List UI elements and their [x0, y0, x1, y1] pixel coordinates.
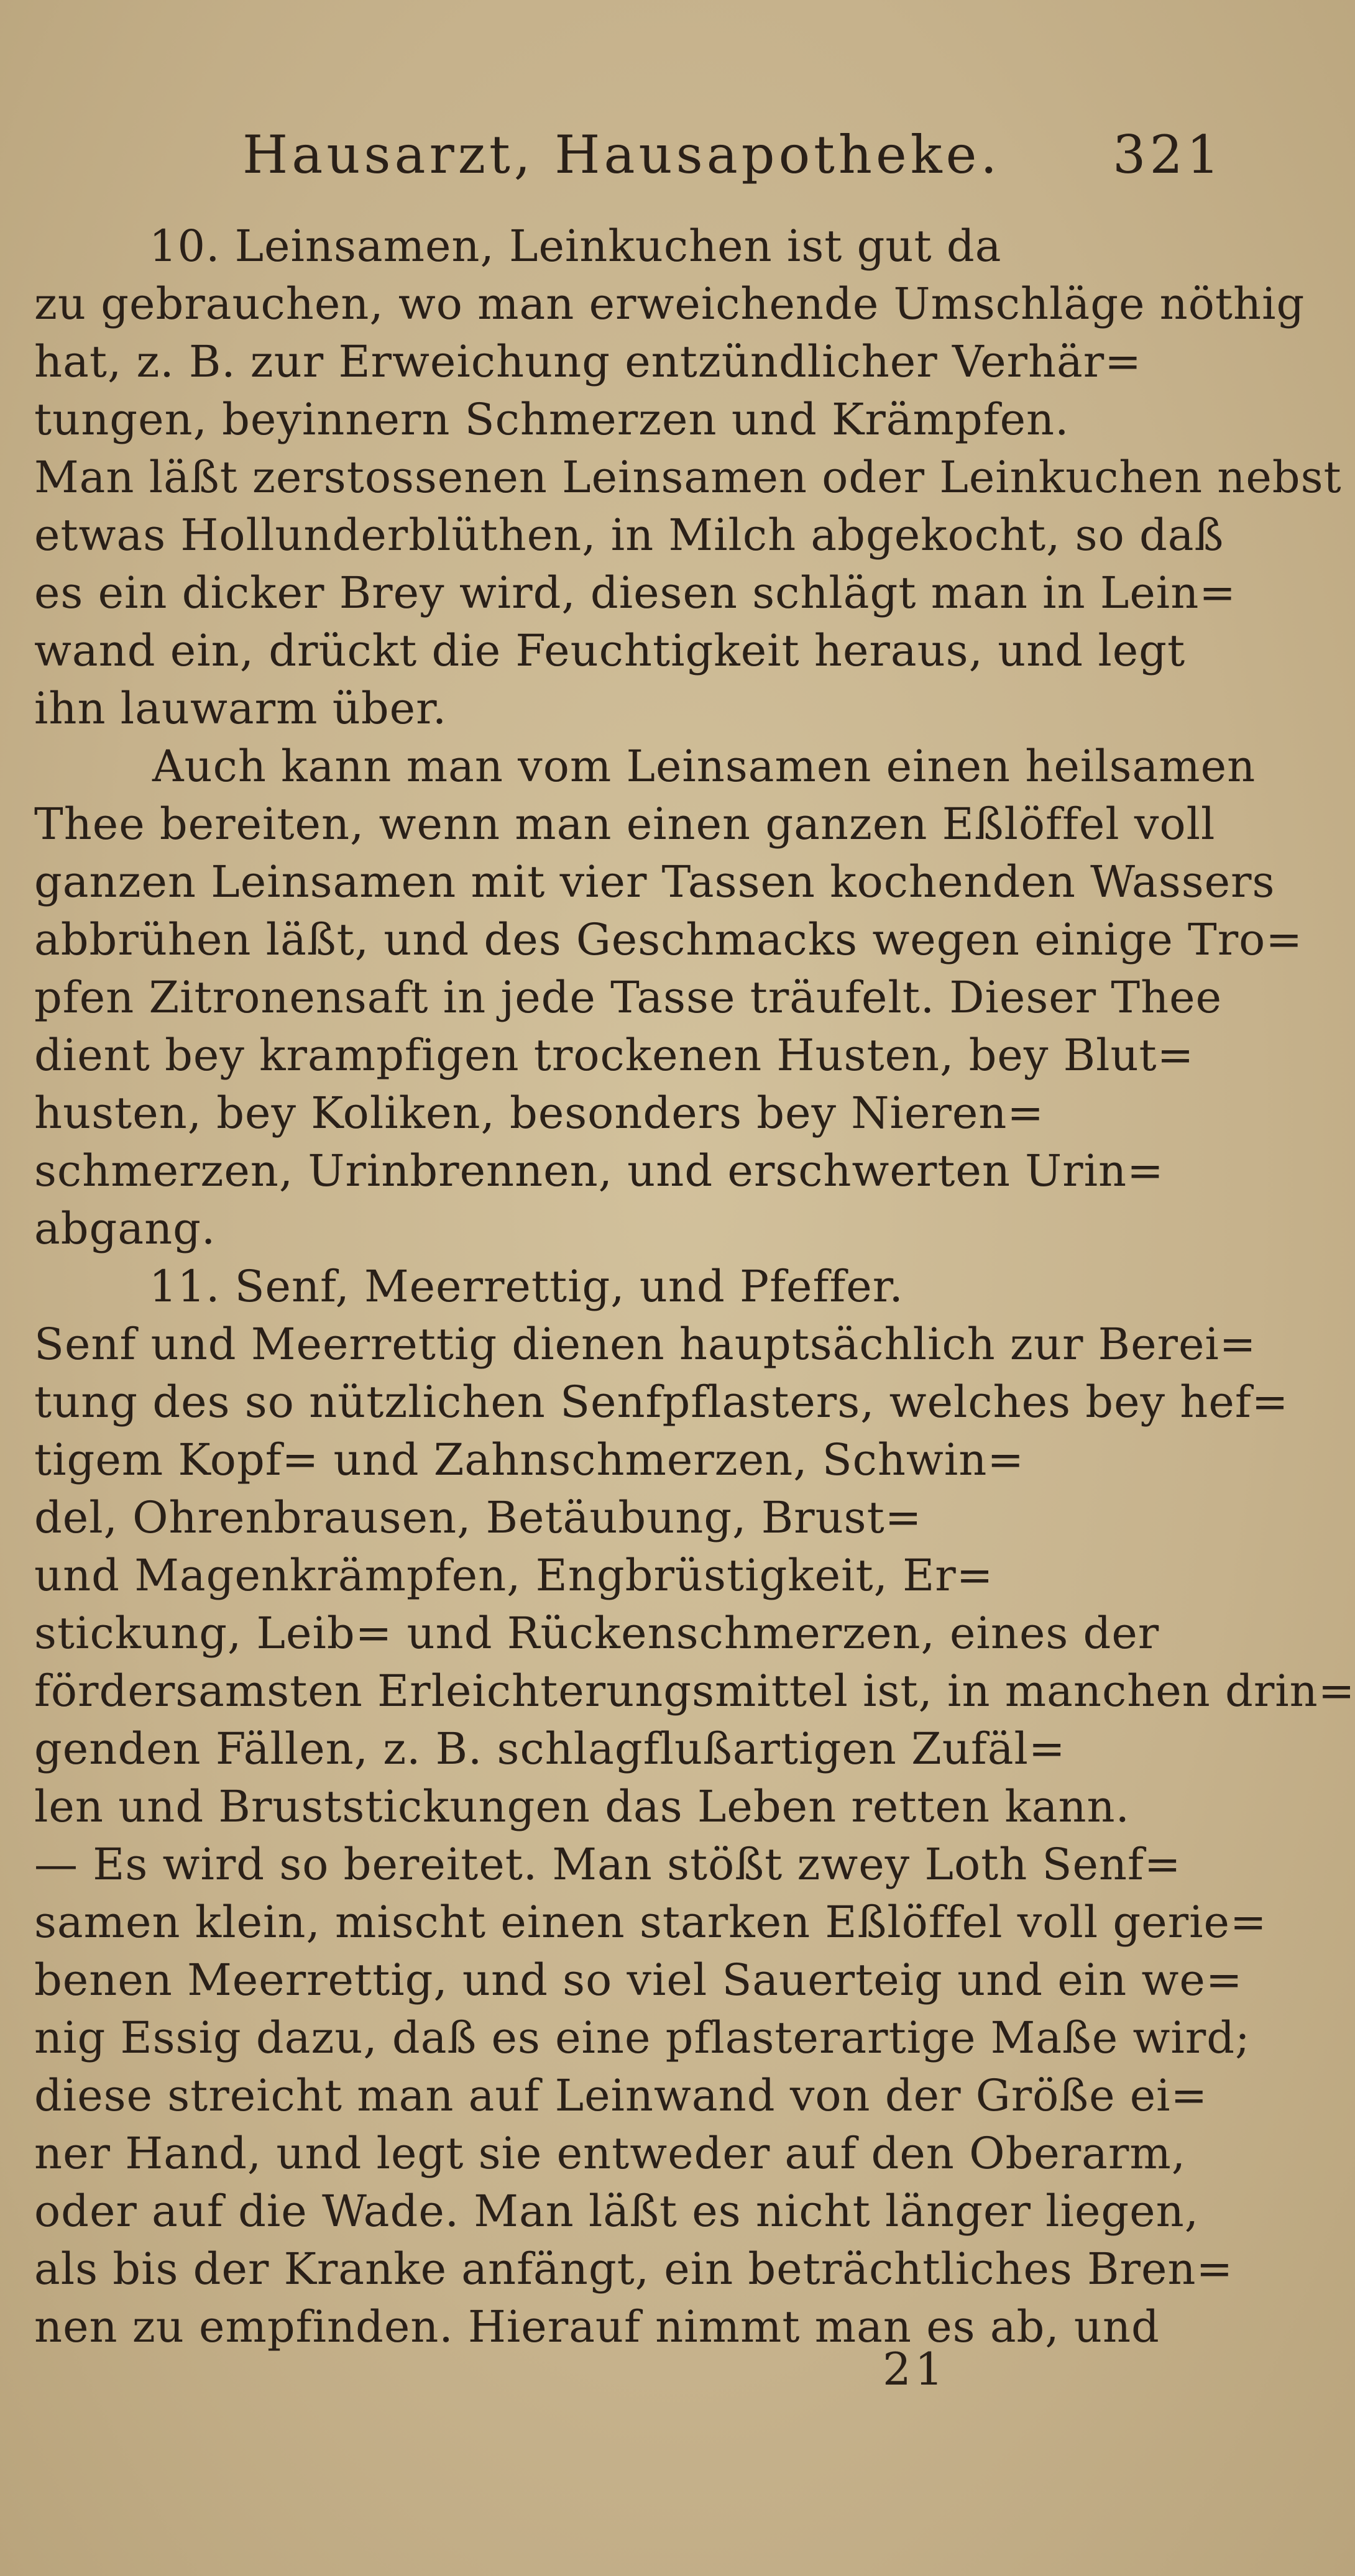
- running-header: [205, 118, 1224, 193]
- text-line: benen Meerrettig, und so viel Sauerteig und ein we=: [34, 1955, 1243, 2005]
- text-line: ganzen Leinsamen mit vier Tassen kochenden Wassers: [34, 856, 1275, 907]
- text-line: pfen Zitronensaft in jede Tasse träufelt. Dieser Thee: [34, 972, 1223, 1023]
- text-line: genden Fällen, z. B. schlagflußartigen Zufäl=: [34, 1723, 1066, 1774]
- text-line: Auch kann man vom Leinsamen einen heilsamen: [152, 741, 1256, 792]
- text-line: etwas Hollunderblüthen, in Milch abgekocht, so daß: [34, 510, 1224, 561]
- text-line: samen klein, mischt einen starken Eßlöffel voll gerie=: [34, 1897, 1267, 1948]
- text-line: nig Essig dazu, daß es eine pflasterartige Maße wird;: [34, 2012, 1251, 2063]
- text-line: abbrühen läßt, und des Geschmacks wegen einige Tro=: [34, 914, 1303, 965]
- text-line: — Es wird so bereitet. Man stößt zwey Loth Senf=: [34, 1839, 1182, 1890]
- text-line: tigem Kopf= und Zahnschmerzen, Schwin=: [34, 1434, 1024, 1485]
- text-line: zu gebrauchen, wo man erweichende Umschläge nöthig: [34, 278, 1305, 329]
- text-line: Man läßt zerstossenen Leinsamen oder Leinkuchen nebst: [34, 452, 1342, 503]
- text-line: fördersamsten Erleichterungsmittel ist, in manchen drin=: [34, 1666, 1355, 1717]
- text-line: oder auf die Wade. Man läßt es nicht länger liegen,: [34, 2186, 1199, 2237]
- text-line: husten, bey Koliken, besonders bey Nieren=: [34, 1088, 1044, 1139]
- text-line: hat, z. B. zur Erweichung entzündlicher Verhär=: [34, 336, 1142, 387]
- body-text: [34, 218, 1355, 2356]
- text-line: dient bey krampfigen trockenen Husten, bey Blut=: [34, 1030, 1195, 1081]
- text-line: ner Hand, und legt sie entweder auf den Oberarm,: [34, 2128, 1186, 2179]
- text-line: schmerzen, Urinbrennen, und erschwerten Urin=: [34, 1145, 1164, 1196]
- text-line: und Magenkrämpfen, Engbrüstigkeit, Er=: [34, 1550, 994, 1601]
- text-line: diese streicht man auf Leinwand von der Größe ei=: [34, 2070, 1208, 2121]
- text-line: nen zu empfinden. Hierauf nimmt man es ab, und: [34, 2301, 1160, 2352]
- text-line: stickung, Leib= und Rückenschmerzen, eines der: [34, 1608, 1160, 1659]
- text-line: 10. Leinsamen, Leinkuchen ist gut da: [149, 221, 1002, 272]
- text-line: tungen, beyinnern Schmerzen und Krämpfen.: [34, 394, 1070, 445]
- text-line: Senf und Meerrettig dienen hauptsächlich zur Berei=: [34, 1319, 1257, 1370]
- text-line: es ein dicker Brey wird, diesen schlägt man in Lein=: [34, 567, 1236, 618]
- text-line: len und Bruststickungen das Leben retten kann.: [34, 1781, 1130, 1832]
- text-line: als bis der Kranke anfängt, ein beträchtliches Bren=: [34, 2244, 1234, 2294]
- text-line: abgang.: [34, 1203, 216, 1254]
- text-line: ihn lauwarm über.: [34, 683, 448, 734]
- page-number: 321: [1113, 124, 1224, 185]
- running-title: Hausarzt, Hausapotheke.: [242, 124, 1001, 185]
- text-line: Thee bereiten, wenn man einen ganzen Eßlöffel voll: [34, 799, 1216, 850]
- text-line: wand ein, drückt die Feuchtigkeit heraus, und legt: [34, 625, 1186, 676]
- text-line: del, Ohrenbrausen, Betäubung, Brust=: [34, 1492, 922, 1543]
- text-line: tung des so nützlichen Senfpflasters, welches bey hef=: [34, 1377, 1289, 1428]
- signature-mark: 21: [883, 2343, 947, 2395]
- section-heading-line: 11. Senf, Meerrettig, und Pfeffer.: [149, 1261, 904, 1312]
